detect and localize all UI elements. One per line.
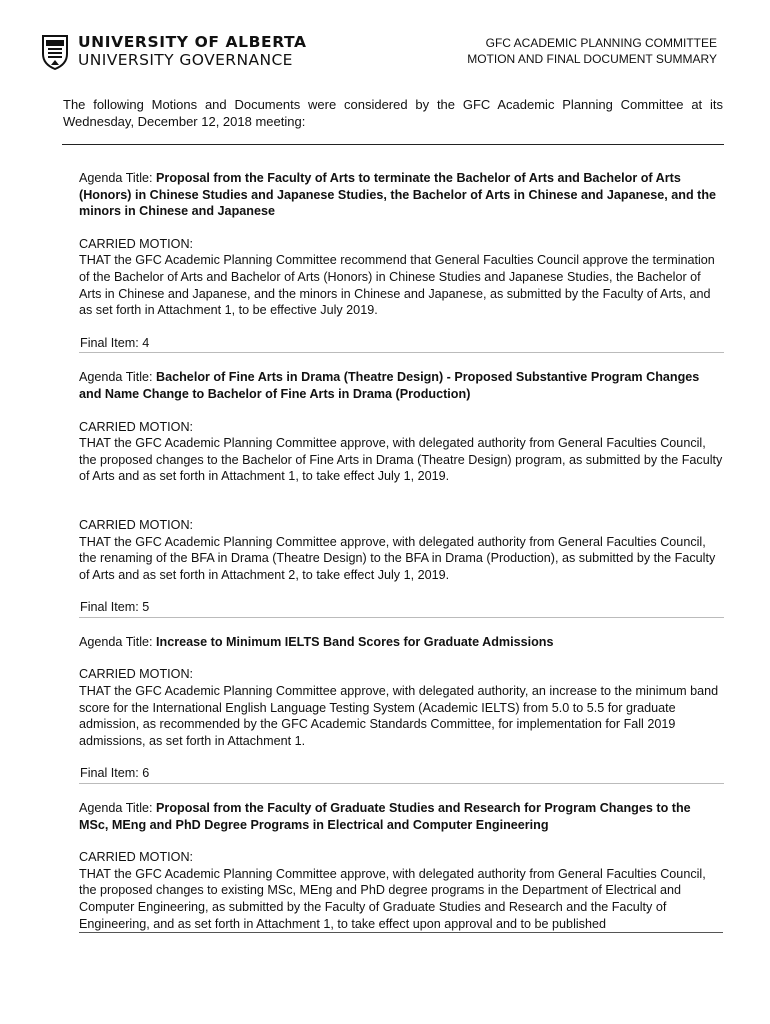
motion-text: THAT the GFC Academic Planning Committee approve, with delegated authority from General Faculties Council, the proposed changes to the Bachelor of Fine Arts in Drama (Theatre Design) program, as submitted by the Faculty of Arts and as set forth in Attachment 1, to take effect July 1, 2019. <box>79 436 723 484</box>
agenda-title-line <box>79 170 723 220</box>
carried-motion-label: CARRIED MOTION: <box>79 850 194 865</box>
agenda-title-label: Agenda Title: <box>79 634 157 649</box>
agenda-title: Increase to Minimum IELTS Band Scores for Graduate Admissions <box>156 634 554 649</box>
motion-text: THAT the GFC Academic Planning Committee approve, with delegated authority from General Faculties Council, the renaming of the BFA in Drama (Theatre Design) to the BFA in Drama (Production), as submitted by the Faculty of Arts and as set forth in Attachment 2, to take effect July 1, 2019. <box>79 534 716 582</box>
motion-text: THAT the GFC Academic Planning Committee recommend that General Faculties Council approve the termination of the Bachelor of Arts and Bachelor of Arts (Honors) in Chinese Studies and Japanese Studies, the Bachelor of Arts in Chinese and Japanese, and the minors in Chinese and Japanese, as submitted by the Faculty of Arts, and as set forth in Attachment 1, to be effective July 2019. <box>79 253 715 318</box>
agenda-item <box>79 369 723 618</box>
university-logo <box>42 34 307 70</box>
agenda-title-line <box>79 369 723 402</box>
final-item: Final Item: 6 <box>79 765 724 784</box>
carried-motion-label: CARRIED MOTION: <box>79 667 194 682</box>
carried-motion-label: CARRIED MOTION: <box>79 236 194 251</box>
agenda-item <box>79 800 723 933</box>
final-item: Final Item: 4 <box>79 335 724 354</box>
agenda-title-line <box>79 800 723 833</box>
carried-motion-label: CARRIED MOTION: <box>79 517 194 532</box>
university-crest-icon <box>42 34 68 70</box>
agenda-title-label: Agenda Title: <box>79 171 157 185</box>
agenda-title-label: Agenda Title: <box>79 801 157 816</box>
agenda-title: Proposal from the Faculty of Arts to terminate the Bachelor of Arts and Bachelor of Arts (Honors) in Chinese Studies and Japanese Studies, the Bachelor of Arts in Chinese and Japanese, and the minors in Chinese and Japanese <box>79 171 717 219</box>
final-item: Final Item: 5 <box>79 599 724 618</box>
intro-paragraph: The following Motions and Documents were considered by the GFC Academic Planning Committee at its Wednesday, December 12, 2018 meeting: <box>63 97 723 129</box>
brand-university-name: UNIVERSITY OF ALBERTA <box>78 33 307 51</box>
motion-text: THAT the GFC Academic Planning Committee approve, with delegated authority from General Faculties Council, the proposed changes to existing MSc, MEng and PhD degree programs in the Department of Electrical and Computer Engineering, as submitted by the Faculty of Graduate Studies and Research and the Faculty of Engineering, and as set forth in Attachment 1, to take effect upon approval and to be published <box>79 866 723 933</box>
header-divider <box>62 144 724 145</box>
document-title <box>467 35 717 67</box>
motions-list <box>79 170 723 933</box>
agenda-title-label: Agenda Title: <box>79 370 157 385</box>
carried-motion-label: CARRIED MOTION: <box>79 419 194 434</box>
document-title-line2: MOTION AND FINAL DOCUMENT SUMMARY <box>467 52 717 66</box>
agenda-title: Proposal from the Faculty of Graduate Studies and Research for Program Changes to the MSc, MEng and PhD Degree Programs in Electrical and Computer Engineering <box>79 801 691 832</box>
document-title-line1: GFC ACADEMIC PLANNING COMMITTEE <box>485 36 717 50</box>
motion-text: THAT the GFC Academic Planning Committee approve, with delegated authority, an increase to the minimum band score for the International English Language Testing System (Academic IELTS) from 5.0 to 5.5 for graduate admission, as recommended by the GFC Academic Standards Committee, for implementation for Fall 2019 admissions, as set forth in Attachment 1. <box>79 684 719 748</box>
brand-department-name: UNIVERSITY GOVERNANCE <box>78 51 293 69</box>
agenda-title: Bachelor of Fine Arts in Drama (Theatre Design) - Proposed Substantive Program Changes and Name Change to Bachelor of Fine Arts in Drama (Production) <box>79 370 700 401</box>
agenda-item <box>79 170 723 353</box>
agenda-title-line <box>79 634 723 651</box>
agenda-item <box>79 634 723 784</box>
